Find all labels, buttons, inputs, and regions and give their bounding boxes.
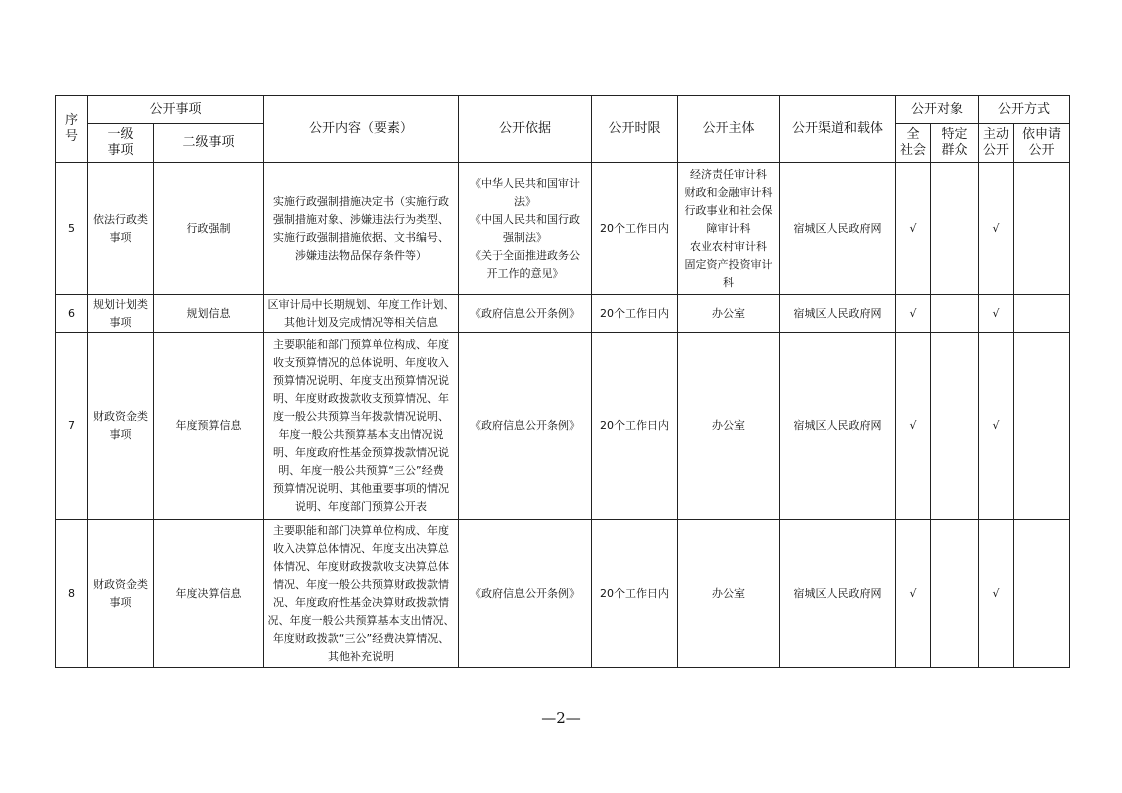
row-seq: 6 bbox=[56, 295, 88, 333]
row-basis: 《政府信息公开条例》 bbox=[459, 333, 592, 520]
row-channel: 宿城区人民政府网 bbox=[780, 163, 896, 295]
row-subject: 办公室 bbox=[678, 520, 780, 668]
row-method-active: √ bbox=[979, 295, 1014, 333]
row-subject: 办公室 bbox=[678, 295, 780, 333]
row-method-active: √ bbox=[979, 163, 1014, 295]
row-level2: 规划信息 bbox=[154, 295, 264, 333]
header-target-all: 全 社会 bbox=[896, 124, 931, 163]
header-target-group: 公开对象 bbox=[896, 96, 979, 124]
row-target-all: √ bbox=[896, 333, 931, 520]
row-time-limit: 20个工作日内 bbox=[592, 333, 678, 520]
row-method-request bbox=[1014, 295, 1070, 333]
row-content: 主要职能和部门决算单位构成、年度 收入决算总体情况、年度支出决算总 体情况、年度财政拨款收支决算总体 情况、年度一般公共预算财政拨款情 况、年度政府性基金决算财政拨款情 况、年度一般公共预算基本支出情况、 年度财政拨款“三公”经费决算情况、 其他补充说明 bbox=[264, 520, 459, 668]
row-channel: 宿城区人民政府网 bbox=[780, 520, 896, 668]
row-target-all: √ bbox=[896, 520, 931, 668]
table-row bbox=[56, 520, 1070, 668]
row-seq: 8 bbox=[56, 520, 88, 668]
header-item-group: 公开事项 bbox=[88, 96, 264, 124]
row-basis: 《中华人民共和国审计 法》 《中国人民共和国行政 强制法》 《关于全面推进政务公 开工作的意见》 bbox=[459, 163, 592, 295]
row-method-request bbox=[1014, 333, 1070, 520]
row-channel: 宿城区人民政府网 bbox=[780, 333, 896, 520]
table-row bbox=[56, 163, 1070, 295]
row-level1: 规划计划类 事项 bbox=[88, 295, 154, 333]
row-content: 实施行政强制措施决定书（实施行政 强制措施对象、涉嫌违法行为类型、 实施行政强制措施依据、文书编号、 涉嫌违法物品保存条件等） bbox=[264, 163, 459, 295]
row-level1: 依法行政类 事项 bbox=[88, 163, 154, 295]
row-target-all: √ bbox=[896, 295, 931, 333]
row-time-limit: 20个工作日内 bbox=[592, 295, 678, 333]
header-seq: 序 号 bbox=[56, 96, 88, 163]
header-time-limit: 公开时限 bbox=[592, 96, 678, 163]
table-row bbox=[56, 295, 1070, 333]
page-number: —2— bbox=[541, 709, 581, 727]
row-time-limit: 20个工作日内 bbox=[592, 163, 678, 295]
header-level2: 二级事项 bbox=[154, 124, 264, 163]
row-method-request bbox=[1014, 520, 1070, 668]
header-subject: 公开主体 bbox=[678, 96, 780, 163]
row-level2: 行政强制 bbox=[154, 163, 264, 295]
row-level1: 财政资金类 事项 bbox=[88, 520, 154, 668]
table-row bbox=[56, 333, 1070, 520]
row-content: 主要职能和部门预算单位构成、年度 收支预算情况的总体说明、年度收入 预算情况说明、年度支出预算情况说 明、年度财政拨款收支预算情况、年 度一般公共预算当年拨款情况说明、 年度一般公共预算基本支出情况说 明、年度政府性基金预算拨款情况说 明、年度一般公共预算“三公”经费 预算情况说明、其他重要事项的情况 说明、年度部门预算公开表 bbox=[264, 333, 459, 520]
row-level1: 财政资金类 事项 bbox=[88, 333, 154, 520]
row-seq: 5 bbox=[56, 163, 88, 295]
row-method-active: √ bbox=[979, 333, 1014, 520]
header-method-group: 公开方式 bbox=[979, 96, 1070, 124]
header-method-request: 依申请 公开 bbox=[1014, 124, 1070, 163]
row-target-specific bbox=[931, 520, 979, 668]
row-basis: 《政府信息公开条例》 bbox=[459, 295, 592, 333]
row-content: 区审计局中长期规划、年度工作计划、 其他计划及完成情况等相关信息 bbox=[264, 295, 459, 333]
row-level2: 年度决算信息 bbox=[154, 520, 264, 668]
header-level1: 一级 事项 bbox=[88, 124, 154, 163]
disclosure-table bbox=[55, 95, 1070, 668]
header-basis: 公开依据 bbox=[459, 96, 592, 163]
row-subject: 办公室 bbox=[678, 333, 780, 520]
row-seq: 7 bbox=[56, 333, 88, 520]
header-method-active: 主动 公开 bbox=[979, 124, 1014, 163]
row-time-limit: 20个工作日内 bbox=[592, 520, 678, 668]
header-channel: 公开渠道和载体 bbox=[780, 96, 896, 163]
row-channel: 宿城区人民政府网 bbox=[780, 295, 896, 333]
row-subject: 经济责任审计科 财政和金融审计科 行政事业和社会保 障审计科 农业农村审计科 固定资产投资审计 科 bbox=[678, 163, 780, 295]
header-content: 公开内容（要素） bbox=[264, 96, 459, 163]
row-target-specific bbox=[931, 295, 979, 333]
row-target-specific bbox=[931, 333, 979, 520]
row-level2: 年度预算信息 bbox=[154, 333, 264, 520]
row-target-all: √ bbox=[896, 163, 931, 295]
row-method-request bbox=[1014, 163, 1070, 295]
row-target-specific bbox=[931, 163, 979, 295]
row-basis: 《政府信息公开条例》 bbox=[459, 520, 592, 668]
header-target-specific: 特定 群众 bbox=[931, 124, 979, 163]
row-method-active: √ bbox=[979, 520, 1014, 668]
